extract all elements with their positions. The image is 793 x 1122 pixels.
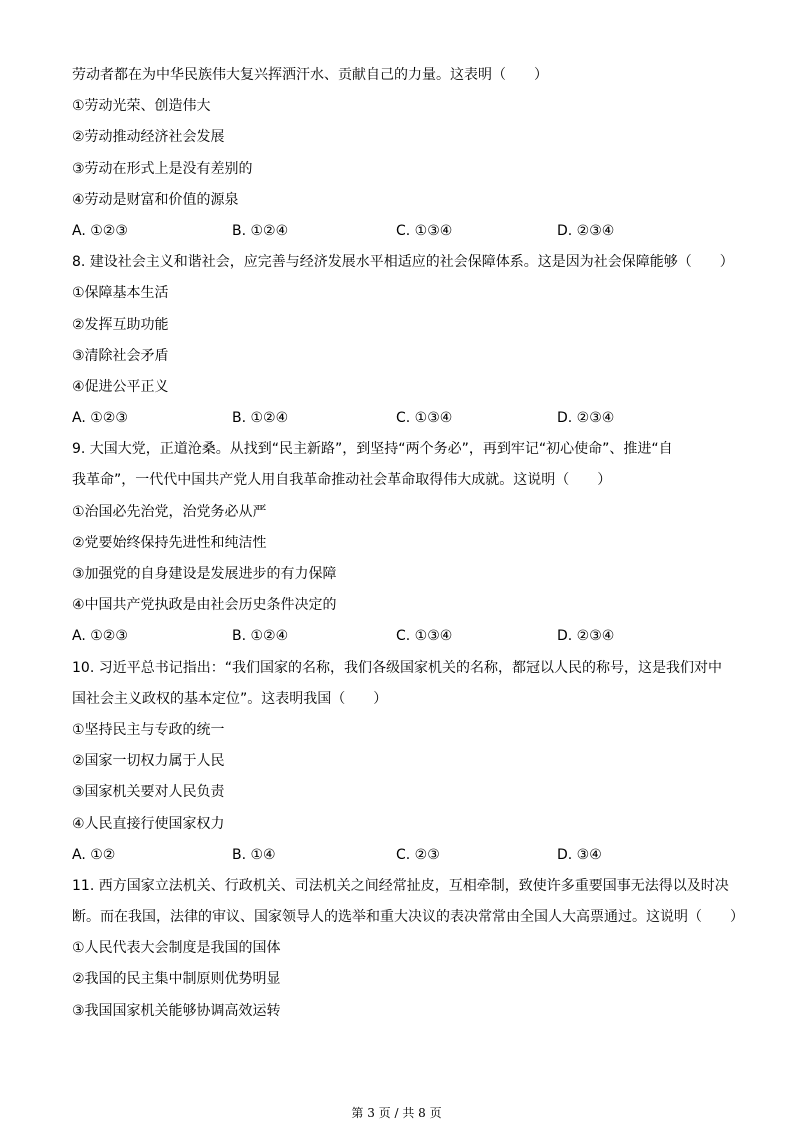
option-a: A. ①②③ (72, 410, 128, 427)
document-body (72, 64, 744, 1031)
option-c: C. ①③④ (396, 628, 453, 645)
text-line: ③我国国家机关能够协调高效运转 (72, 1002, 281, 1019)
answer-options (72, 844, 732, 875)
text-line: 劳动者都在为中华民族伟大复兴挥洒汗水、贡献自己的力量。这表明（ ） (72, 67, 548, 83)
text-line: ①保障基本生活 (72, 285, 169, 302)
text-line: ②发挥互助功能 (72, 316, 169, 333)
question-stem: 8. 建设社会主义和谐社会，应完善与经济发展水平相适应的社会保障体系。这是因为社会保障能够（ ） (72, 254, 734, 271)
option-d: D. ②③④ (557, 410, 615, 427)
text-line: ④人民直接行使国家权力 (72, 815, 225, 832)
answer-options (72, 407, 732, 438)
option-b: B. ①④ (232, 846, 276, 863)
option-a: A. ①②③ (72, 222, 128, 239)
option-a: A. ①②③ (72, 628, 128, 645)
text-line: 断。而在我国，法律的审议、国家领导人的选举和重大决议的表决常常由全国人大高票通过。这说明（ ） (72, 909, 744, 926)
text-line: ④促进公平正义 (72, 378, 169, 395)
question-stem: 9. 大国大党，正道沧桑。从找到“民主新路”，到坚持“两个务必”，再到牢记“初心使命”、推进“自 (72, 441, 673, 458)
question-stem: 10. 习近平总书记指出：“我们国家的名称，我们各级国家机关的名称，都冠以人民的称号，这是我们对中 (72, 659, 722, 676)
text-line: ③清除社会矛盾 (72, 347, 169, 364)
question-stem: 11. 西方国家立法机关、行政机关、司法机关之间经常扯皮，互相牵制，致使许多重要国事无法得以及时决 (72, 877, 729, 894)
option-b: B. ①②④ (232, 628, 289, 645)
option-c: C. ①③④ (396, 222, 453, 239)
text-line: ①治国必先治党，治党务必从严 (72, 503, 267, 520)
option-d: D. ②③④ (557, 222, 615, 239)
text-line: 我革命”，一代代中国共产党人用自我革命推动社会革命取得伟大成就。这说明（ ） (72, 472, 612, 489)
option-d: D. ③④ (557, 846, 602, 863)
text-line: ②我国的民主集中制原则优势明显 (72, 971, 281, 988)
option-c: C. ①③④ (396, 410, 453, 427)
text-line: ②国家一切权力属于人民 (72, 753, 225, 770)
text-line: ④中国共产党执政是由社会历史条件决定的 (72, 597, 337, 614)
text-line: ③国家机关要对人民负责 (72, 784, 225, 801)
text-line: ①人民代表大会制度是我国的国体 (72, 940, 281, 957)
text-line: ②劳动推动经济社会发展 (72, 129, 225, 146)
option-a: A. ①② (72, 846, 116, 863)
answer-options (72, 220, 732, 251)
text-line: ①劳动光荣、创造伟大 (72, 98, 211, 115)
text-line: ①坚持民主与专政的统一 (72, 721, 225, 738)
option-b: B. ①②④ (232, 222, 289, 239)
text-line: ④劳动是财富和价值的源泉 (72, 191, 239, 208)
text-line: 国社会主义政权的基本定位”。这表明我国（ ） (72, 690, 388, 707)
answer-options (72, 625, 732, 656)
text-line: ③劳动在形式上是没有差别的 (72, 160, 253, 177)
option-c: C. ②③ (396, 846, 440, 863)
option-b: B. ①②④ (232, 410, 289, 427)
text-line: ②党要始终保持先进性和纯洁性 (72, 534, 267, 551)
option-d: D. ②③④ (557, 628, 615, 645)
page-footer: 第 3 页 / 共 8 页 (351, 1106, 442, 1120)
text-line: ③加强党的自身建设是发展进步的有力保障 (72, 566, 337, 582)
